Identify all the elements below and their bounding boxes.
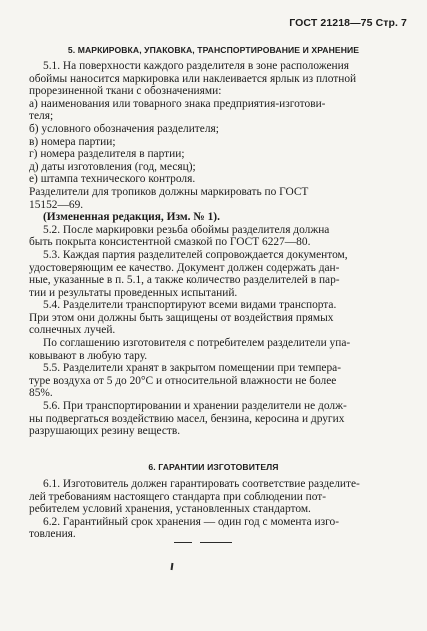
- text-line: лей требованиям настоящего стандарта при соблюдении пот-: [29, 490, 327, 503]
- text-line: Разделители для тропиков должны маркировать по ГОСТ: [29, 185, 309, 198]
- text-line: 15152—69.: [29, 198, 84, 211]
- page-header: ГОСТ 21218—75 Стр. 7: [289, 17, 407, 29]
- text-line: прорезиненной ткани с обозначениями:: [29, 85, 222, 98]
- section-5-body: [29, 60, 401, 438]
- text-line: 6.2. Гарантийный срок хранения — один год с момента изго-: [43, 515, 339, 528]
- text-line: туре воздуха от 5 до 20°C и относительной влажности не более: [29, 374, 337, 387]
- amendment-note: (Измененная редакция, Изм. № 1).: [43, 211, 220, 224]
- end-rule-left: [174, 542, 192, 543]
- text-line: 5.5. Разделители хранят в закрытом помещении при темпера-: [43, 362, 342, 375]
- text-line: ковывают в любую тару.: [29, 349, 148, 362]
- text-line: 85%.: [29, 387, 53, 400]
- text-line: товления.: [29, 528, 76, 541]
- text-line: ные, указанные в п. 5.1, а также количество разделителей в пар-: [29, 274, 340, 287]
- text-line: ребителем условий хранения, установленных стандартом.: [29, 503, 311, 516]
- text-line: г) номера разделителя в партии;: [29, 148, 185, 161]
- text-line: быть покрыта консистентной смазкой по ГОСТ 6227—80.: [29, 236, 311, 249]
- text-line: теля;: [29, 110, 54, 123]
- section-6-body: [29, 478, 401, 541]
- text-line: 5.1. На поверхности каждого разделителя в зоне расположения: [43, 60, 349, 72]
- text-line: обоймы наносится маркировка или наклеивается ярлык из плотной: [29, 72, 357, 85]
- text-line: д) даты изготовления (год, месяц);: [29, 160, 196, 173]
- end-rule-right: [200, 542, 232, 543]
- text-line: 6.1. Изготовитель должен гарантировать соответствие разделите-: [43, 478, 360, 490]
- text-line: 5.2. После маркировки резьба обоймы разделителя должна: [43, 223, 330, 236]
- text-line: При этом они должны быть защищены от воздействия прямых: [29, 311, 334, 324]
- text-line: е) штампа технического контроля.: [29, 173, 196, 186]
- text-line: тии и результаты проведенных испытаний.: [29, 286, 238, 299]
- text-line: 5.4. Разделители транспортируют всеми видами транспорта.: [43, 299, 337, 312]
- section-5-title: 5. МАРКИРОВКА, УПАКОВКА, ТРАНСПОРТИРОВАНИЕ И ХРАНЕНИЕ: [67, 45, 360, 55]
- text-line: По соглашению изготовителя с потребителем разделители упа-: [43, 337, 351, 350]
- text-line: а) наименования или товарного знака предприятия-изготови-: [29, 97, 326, 110]
- text-line: в) номера партии;: [29, 135, 116, 148]
- text-line: 5.6. При транспортировании и хранении разделители не долж-: [43, 400, 347, 413]
- text-line: 5.3. Каждая партия разделителей сопровождается документом,: [43, 248, 348, 261]
- ink-mark: [171, 563, 174, 570]
- text-line: ны подвергаться воздействию масел, бензина, керосина и других: [29, 412, 345, 425]
- text-line: б) условного обозначения разделителя;: [29, 122, 219, 135]
- section-6-title: 6. ГАРАНТИИ ИЗГОТОВИТЕЛЯ: [148, 462, 279, 472]
- text-line: удостоверяющим ее качество. Документ должен содержать дан-: [29, 261, 340, 274]
- text-line: солнечных лучей.: [29, 324, 116, 337]
- text-line: разрушающих резину веществ.: [29, 425, 181, 438]
